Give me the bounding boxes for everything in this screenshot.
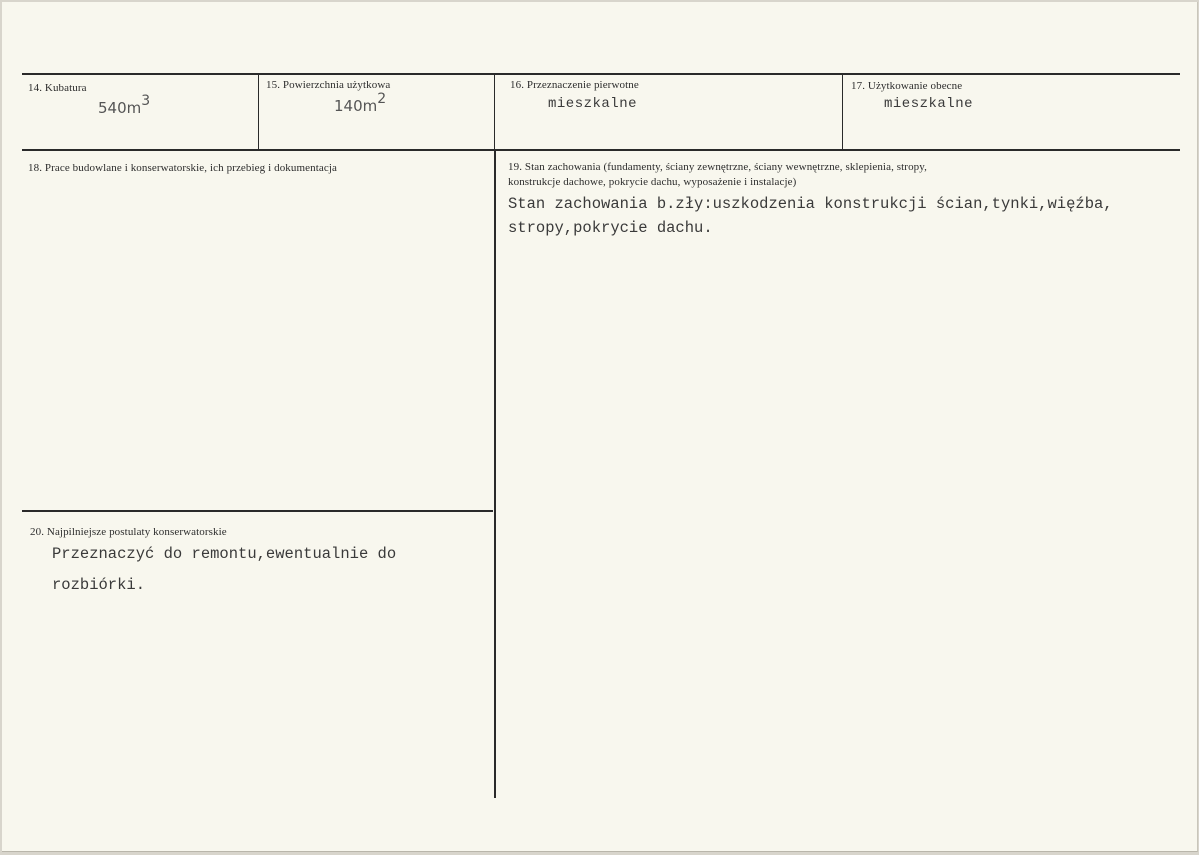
field-14-value-main: 540m — [98, 99, 142, 117]
field-17-label: 17. Użytkowanie obecne — [851, 80, 963, 92]
field-19-label-line-2: konstrukcje dachowe, pokrycie dachu, wyposażenie i instalacje) — [508, 176, 797, 188]
divider-15-16 — [494, 74, 495, 149]
divider-14-15 — [258, 74, 259, 149]
field-14-value — [98, 95, 150, 117]
field-18-label: 18. Prace budowlane i konserwatorskie, ich przebieg i dokumentacja — [28, 162, 337, 174]
field-14-value-unit-exponent: 3 — [141, 93, 151, 109]
top-rule — [22, 73, 1180, 75]
field-17-value: mieszkalne — [884, 96, 974, 112]
field-15-value-main: 140m — [334, 97, 378, 115]
field-15-value — [334, 93, 386, 115]
field-20-text-line-2: rozbiórki. — [52, 576, 146, 594]
field-19-text-line-1: Stan zachowania b.zły:uszkodzenia konstrukcji ścian,tynki,więźba, — [508, 195, 1113, 213]
registry-card — [2, 2, 1198, 852]
field-15-value-unit-exponent: 2 — [377, 91, 387, 107]
divider-left-right-column — [494, 150, 496, 798]
field-20-label: 20. Najpilniejsze postulaty konserwatorskie — [30, 526, 227, 538]
field-19-label-line-1: 19. Stan zachowania (fundamenty, ściany zewnętrzne, ściany wewnętrzne, sklepienia, stropy, — [508, 161, 928, 173]
field-16-value: mieszkalne — [548, 96, 638, 112]
divider-16-17 — [842, 74, 843, 149]
field-19-text-line-2: stropy,pokrycie dachu. — [508, 219, 713, 237]
field-15-label: 15. Powierzchnia użytkowa — [266, 79, 391, 91]
section-20-top-rule — [22, 510, 493, 512]
field-20-text-line-1: Przeznaczyć do remontu,ewentualnie do — [52, 545, 397, 563]
row-separator-rule — [22, 149, 1180, 151]
field-16-label: 16. Przeznaczenie pierwotne — [510, 79, 639, 91]
field-14-label: 14. Kubatura — [28, 82, 87, 94]
